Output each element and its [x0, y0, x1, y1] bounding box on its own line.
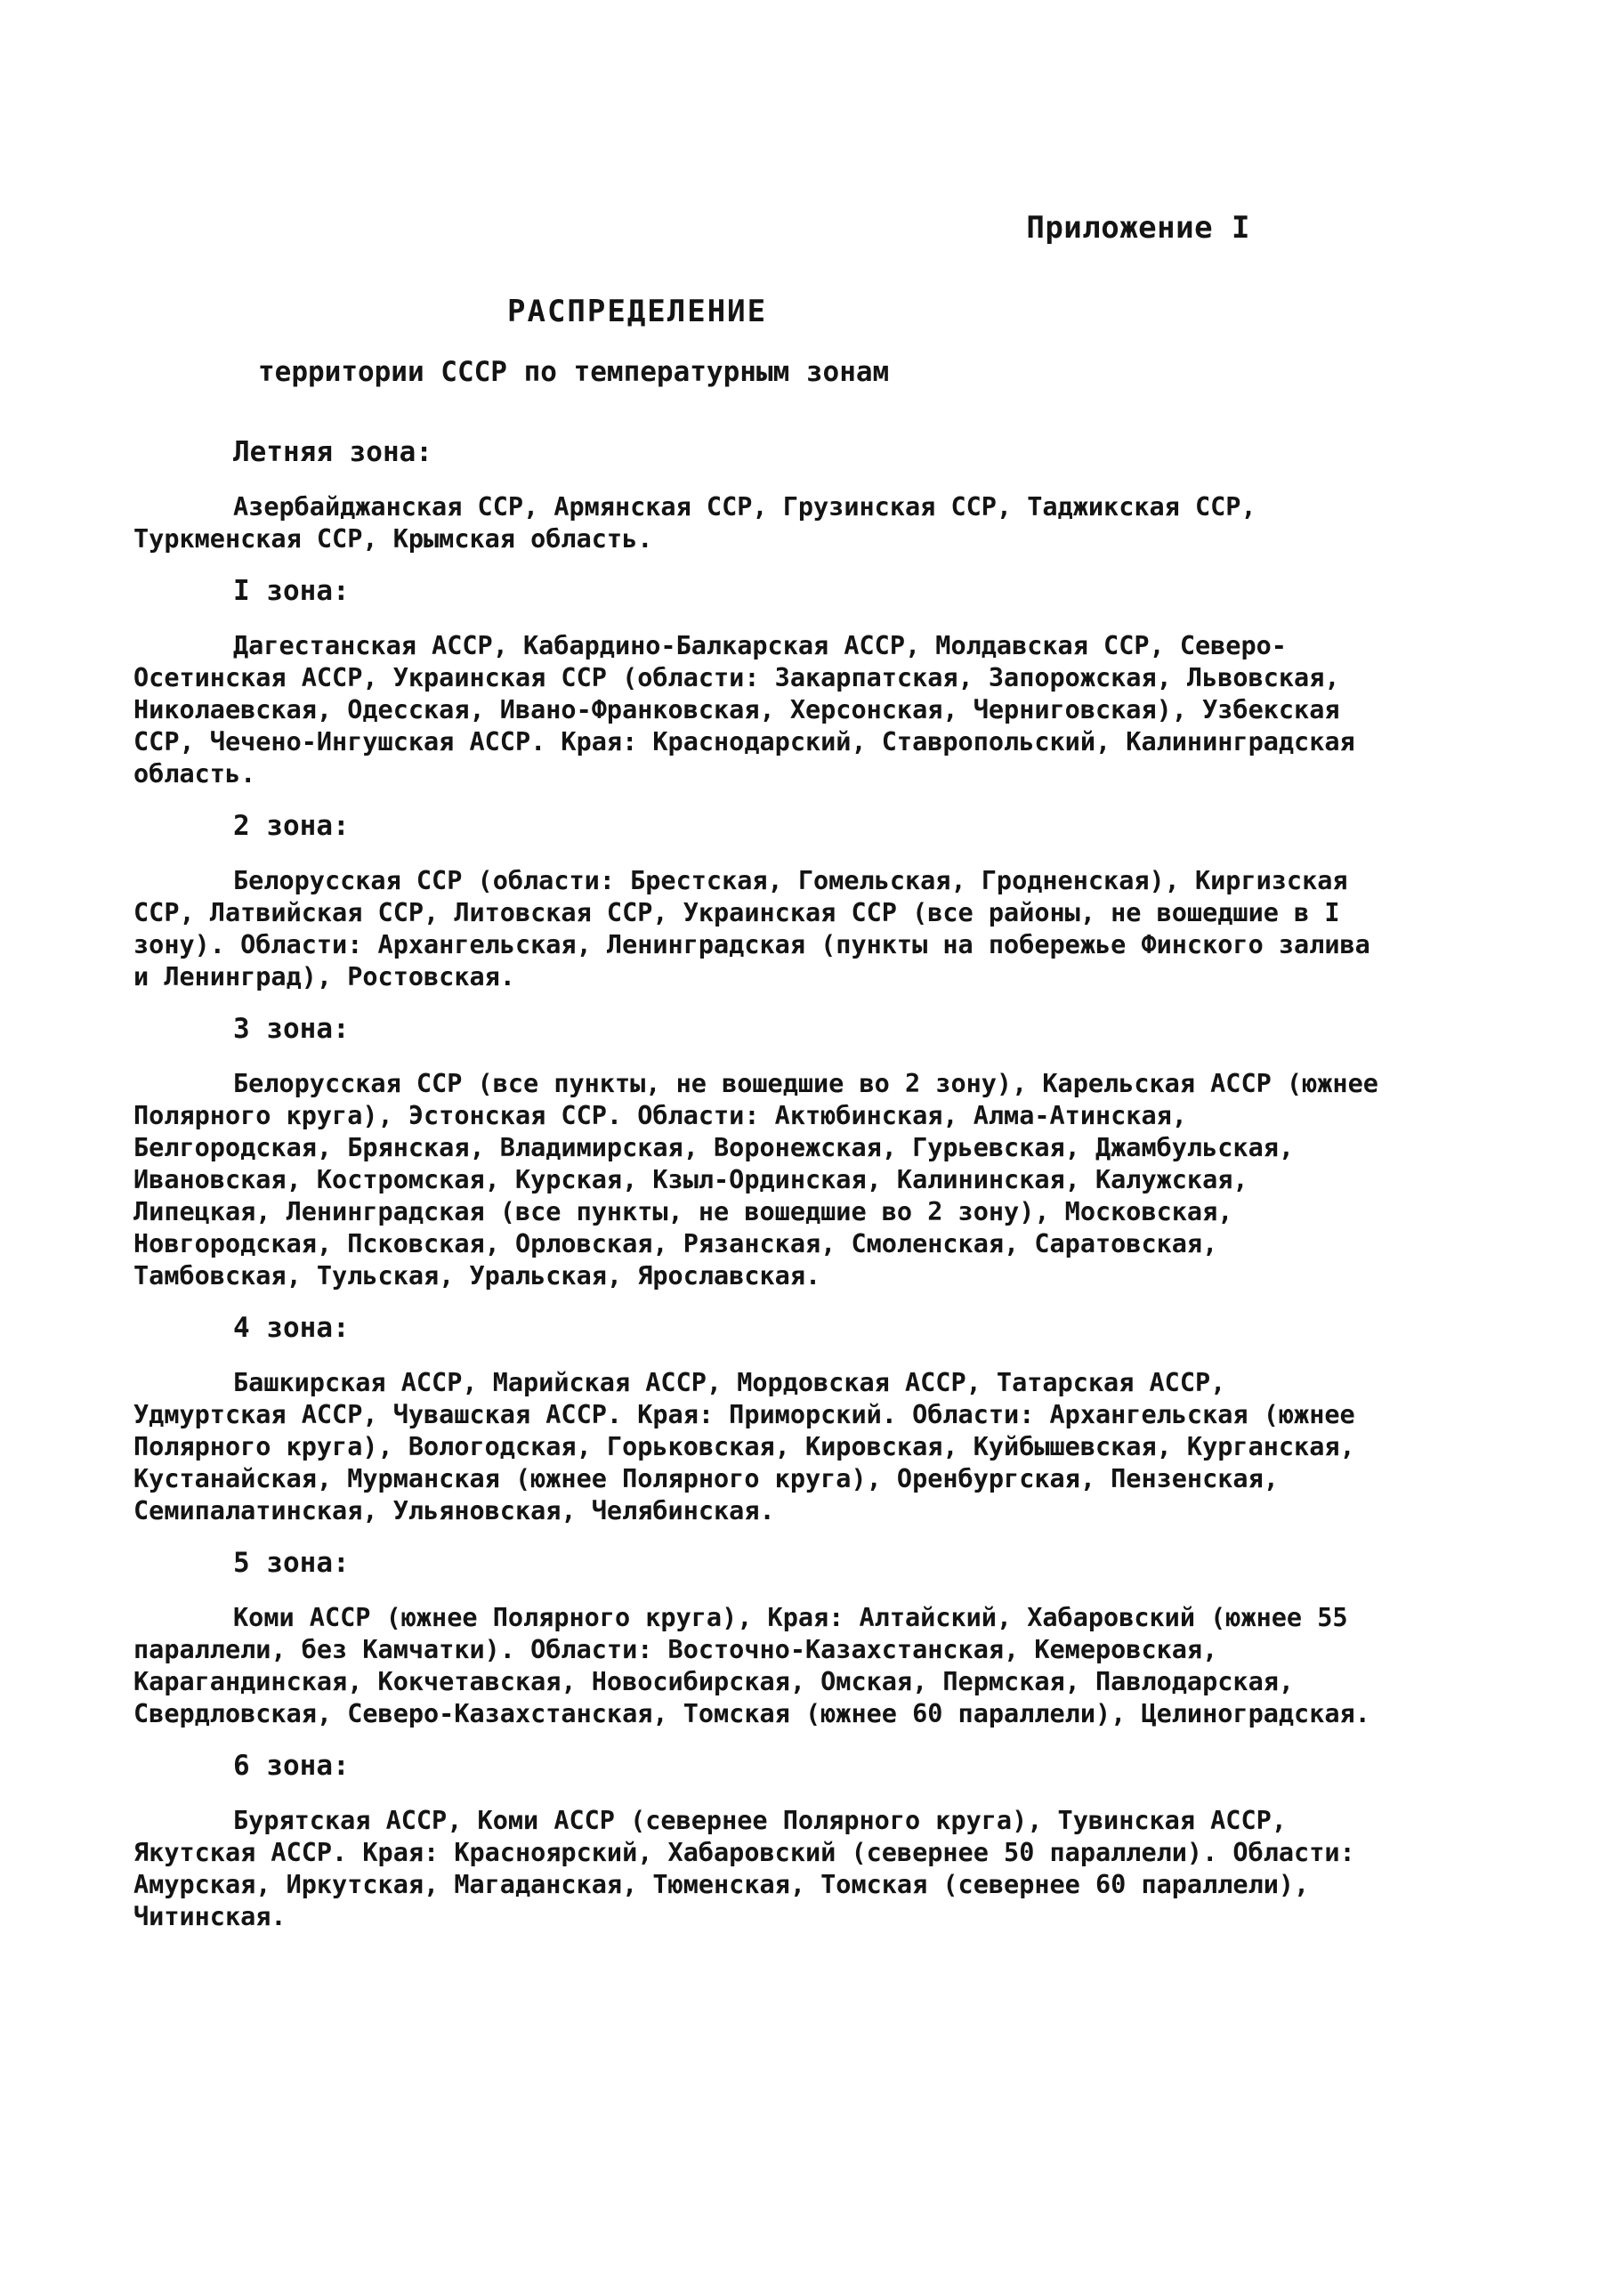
zone-text: Бурятская АССР, Коми АССР (севернее Полярного круга), Тувинская АССР, Якутская АССР. Края: Красноярский, Хабаровский (севернее 50 параллели). Области: Амурская, Иркутская, Магаданская, Тюменская, Томская (севернее 60 параллели), Читинская.	[133, 1806, 1355, 1931]
zone-text: Коми АССР (южнее Полярного круга), Края: Алтайский, Хабаровский (южнее 55 параллели, без Камчатки). Области: Восточно-Казахстанская, Кемеровская, Карагандинская, Кокчетавская, Новосибирская, Омская, Пермская, Павлодарская, Свердловская, Северо-Казахстанская, Томская (южнее 60 параллели), Целиноградская.	[133, 1603, 1370, 1728]
zones-list	[133, 436, 1379, 1953]
zone-summer	[133, 436, 1379, 555]
document-subtitle: территории СССР по температурным зонам	[258, 356, 890, 388]
zone-heading: 2 зона:	[233, 810, 350, 842]
zone-heading: I зона:	[233, 575, 350, 607]
zone-text: Дагестанская АССР, Кабардино-Балкарская АССР, Молдавская ССР, Северо-Осетинская АССР, Украинская ССР (области: Закарпатская, Запорожская, Львовская, Николаевская, Одесская, Ивано-Франковская, Херсонская, Черниговская), Узбекская ССР, Чечено-Ингушская АССР. Края: Краснодарский, Ставропольский, Калининградская область.	[133, 631, 1355, 789]
zone-6	[133, 1750, 1379, 1933]
zone-heading: 6 зона:	[233, 1750, 350, 1782]
zone-heading: Летняя зона:	[233, 436, 432, 468]
zone-heading: 5 зона:	[233, 1547, 350, 1579]
zone-text: Белорусская ССР (все пункты, не вошедшие во 2 зону), Карельская АССР (южнее Полярного круга), Эстонская ССР. Области: Актюбинская, Алма-Атинская, Белгородская, Брянская, Владимирская, Воронежская, Гурьевская, Джамбульская, Ивановская, Костромская, Курская, Кзыл-Ординская, Калининская, Калужская, Липецкая, Ленинградская (все пункты, не вошедшие во 2 зону), Московская, Новгородская, Псковская, Орловская, Рязанская, Смоленская, Саратовская, Тамбовская, Тульская, Уральская, Ярославская.	[133, 1069, 1378, 1291]
document-title: РАСПРЕДЕЛЕНИЕ	[507, 294, 768, 329]
zone-4	[133, 1312, 1379, 1527]
zone-text: Белорусская ССР (области: Брестская, Гомельская, Гродненская), Киргизская ССР, Латвийская ССР, Литовская ССР, Украинская ССР (все районы, не вошедшие в I зону). Области: Архангельская, Ленинградская (пункты на побережье Финского залива и Ленинград), Ростовская.	[133, 866, 1370, 991]
zone-2	[133, 810, 1379, 993]
zone-3	[133, 1013, 1379, 1292]
zone-text: Башкирская АССР, Марийская АССР, Мордовская АССР, Татарская АССР, Удмуртская АССР, Чувашская АССР. Края: Приморский. Области: Архангельская (южнее Полярного круга), Вологодская, Горьковская, Кировская, Куйбышевская, Курганская, Кустанайская, Мурманская (южнее Полярного круга), Оренбургская, Пензенская, Семипалатинская, Ульяновская, Челябинская.	[133, 1368, 1355, 1525]
zone-5	[133, 1547, 1379, 1730]
zone-text: Азербайджанская ССР, Армянская ССР, Грузинская ССР, Таджикская ССР, Туркменская ССР, Крымская область.	[133, 492, 1256, 554]
zone-heading: 3 зона:	[233, 1013, 350, 1045]
zone-1	[133, 575, 1379, 790]
appendix-label: Приложение I	[1026, 210, 1250, 246]
zone-heading: 4 зона:	[233, 1312, 350, 1344]
